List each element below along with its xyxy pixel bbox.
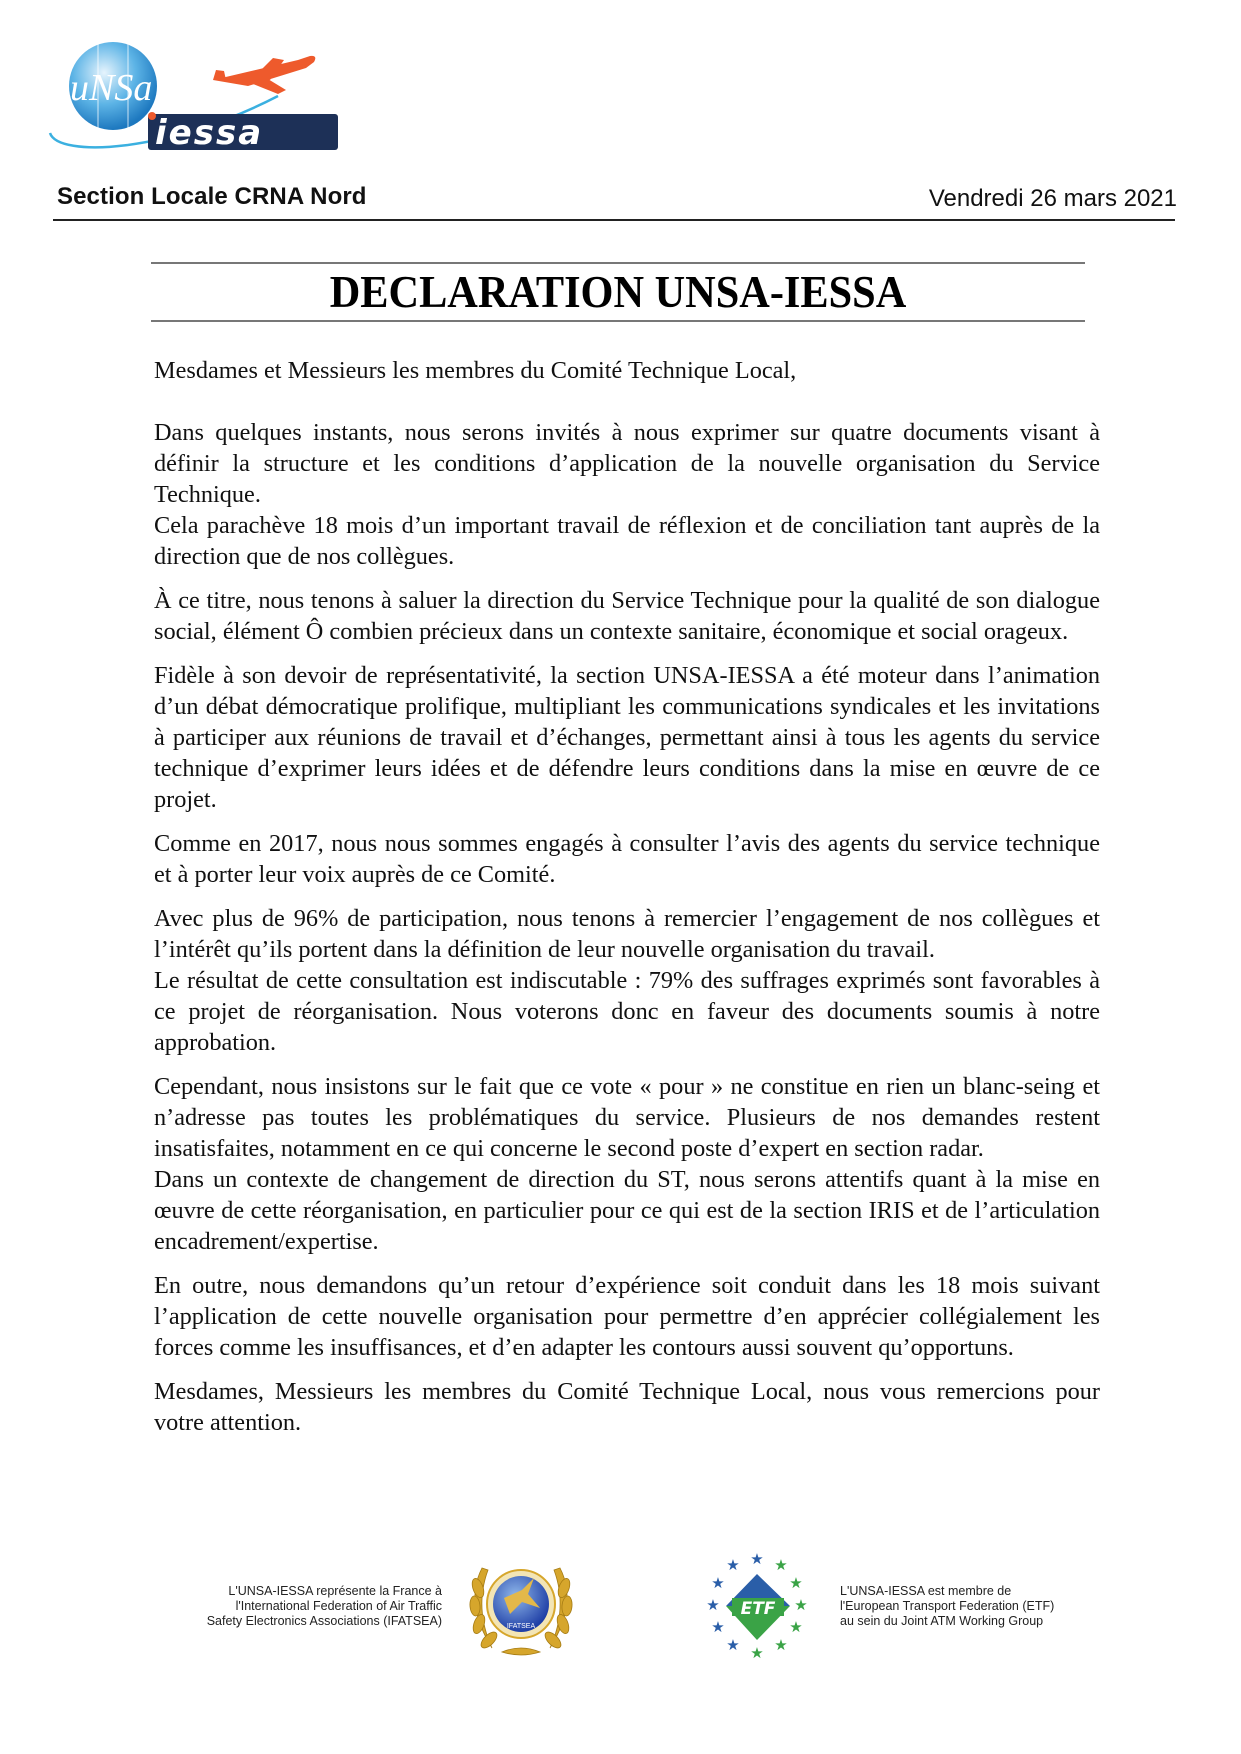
ifatsea-line: Safety Electronics Associations (IFATSEA) [206,1614,442,1628]
paragraph: Dans quelques instants, nous serons invités à nous exprimer sur quatre documents visant à définir la structure et les conditions d’application de la nouvelle organisation du Service Technique. [154,419,1100,508]
etf-line: L'UNSA-IESSA est membre de [840,1584,1012,1598]
svg-text:★: ★ [706,1596,720,1614]
paragraph: Comme en 2017, nous nous sommes engagés à consulter l’avis des agents du service technique et à porter leur voix auprès de ce Comité. [154,830,1100,888]
airplane-icon [213,56,315,94]
document-date: Vendredi 26 mars 2021 [928,185,1177,212]
document-body [154,355,1100,1438]
svg-text:★: ★ [774,1556,788,1574]
svg-text:★: ★ [711,1618,725,1636]
ifatsea-line: l'International Federation of Air Traffic [235,1599,442,1613]
logo-iessa-text: iessa [155,113,264,153]
section-label: Section Locale CRNA Nord [57,183,367,210]
paragraph: Fidèle à son devoir de représentativité, la section UNSA-IESSA a été moteur dans l’animation d’un débat démocratique prolifique, multipliant les communications syndicales et les invitations à participer aux réunions de travail et d’échanges, permettant ainsi à tous les agents du service technique d’exprimer leurs idées et de défendre leurs conditions dans la mise en œuvre de ce projet. [154,662,1100,813]
etf-line: au sein du Joint ATM Working Group [840,1614,1044,1628]
etf-line: l'European Transport Federation (ETF) [840,1599,1055,1613]
closing-paragraph: Mesdames, Messieurs les membres du Comité Technique Local, nous vous remercions pour votre attention. [154,1378,1100,1436]
paragraph: Dans un contexte de changement de direction du ST, nous serons attentifs quant à la mise en œuvre de cette réorganisation, en particulier pour ce qui est de la section IRIS et de l’articulation encadrement/expertise. [154,1166,1100,1255]
paragraph: Cela parachève 18 mois d’un important travail de réflexion et de conciliation tant auprès de la direction que de nos collègues. [154,512,1100,570]
unsa-iessa-logo [48,38,388,173]
svg-text:★: ★ [726,1636,740,1654]
etf-statement [840,1584,1090,1629]
globe-icon [69,42,157,130]
svg-text:★: ★ [774,1636,788,1654]
document-title: DECLARATION UNSA-IESSA [329,266,907,317]
header-divider [53,219,1175,221]
svg-text:★: ★ [750,1550,764,1568]
svg-text:★: ★ [789,1574,803,1592]
paragraph: En outre, nous demandons qu’un retour d’expérience soit conduit dans les 18 mois suivant l’application de cette nouvelle organisation pour permettre d’en apprécier collégialement les forces comme les insuffisances, et d’en adapter les contours aussi souvent qu’opportuns. [154,1272,1100,1361]
logo-unsa-text: uNSa [70,67,153,109]
title-rule-bottom [151,320,1085,322]
ifatsea-line: L'UNSA-IESSA représente la France à [228,1584,442,1598]
ifatsea-logo [462,1548,580,1660]
svg-text:★: ★ [726,1556,740,1574]
paragraph: À ce titre, nous tenons à saluer la direction du Service Technique pour la qualité de son dialogue social, élément Ô combien précieux dans un contexte sanitaire, économique et social orageux. [154,587,1100,645]
svg-text:★: ★ [794,1596,808,1614]
paragraph: Le résultat de cette consultation est indiscutable : 79% des suffrages exprimés sont favorables à ce projet de réorganisation. Nous voterons donc en faveur des documents soumis à notre approbation. [154,967,1100,1056]
etf-logo [706,1548,808,1660]
etf-logo-text: ETF [740,1599,776,1619]
paragraph: Cependant, nous insistons sur le fait que ce vote « pour » ne constitue en rien un blanc-seing et n’adresse pas toutes les problématiques du service. Plusieurs de nos demandes restent insatisfaites, notamment en ce qui concerne le second poste d’expert en section radar. [154,1073,1100,1162]
svg-text:★: ★ [750,1644,764,1660]
ifatsea-logo-text: IFATSEA [506,1623,536,1630]
svg-text:★: ★ [789,1618,803,1636]
paragraph: Avec plus de 96% de participation, nous tenons à remercier l’engagement de nos collègues et l’intérêt qu’ils portent dans la définition de leur nouvelle organisation du travail. [154,905,1100,963]
salutation: Mesdames et Messieurs les membres du Comité Technique Local, [154,357,797,384]
svg-text:★: ★ [711,1574,725,1592]
ifatsea-statement [180,1584,442,1629]
